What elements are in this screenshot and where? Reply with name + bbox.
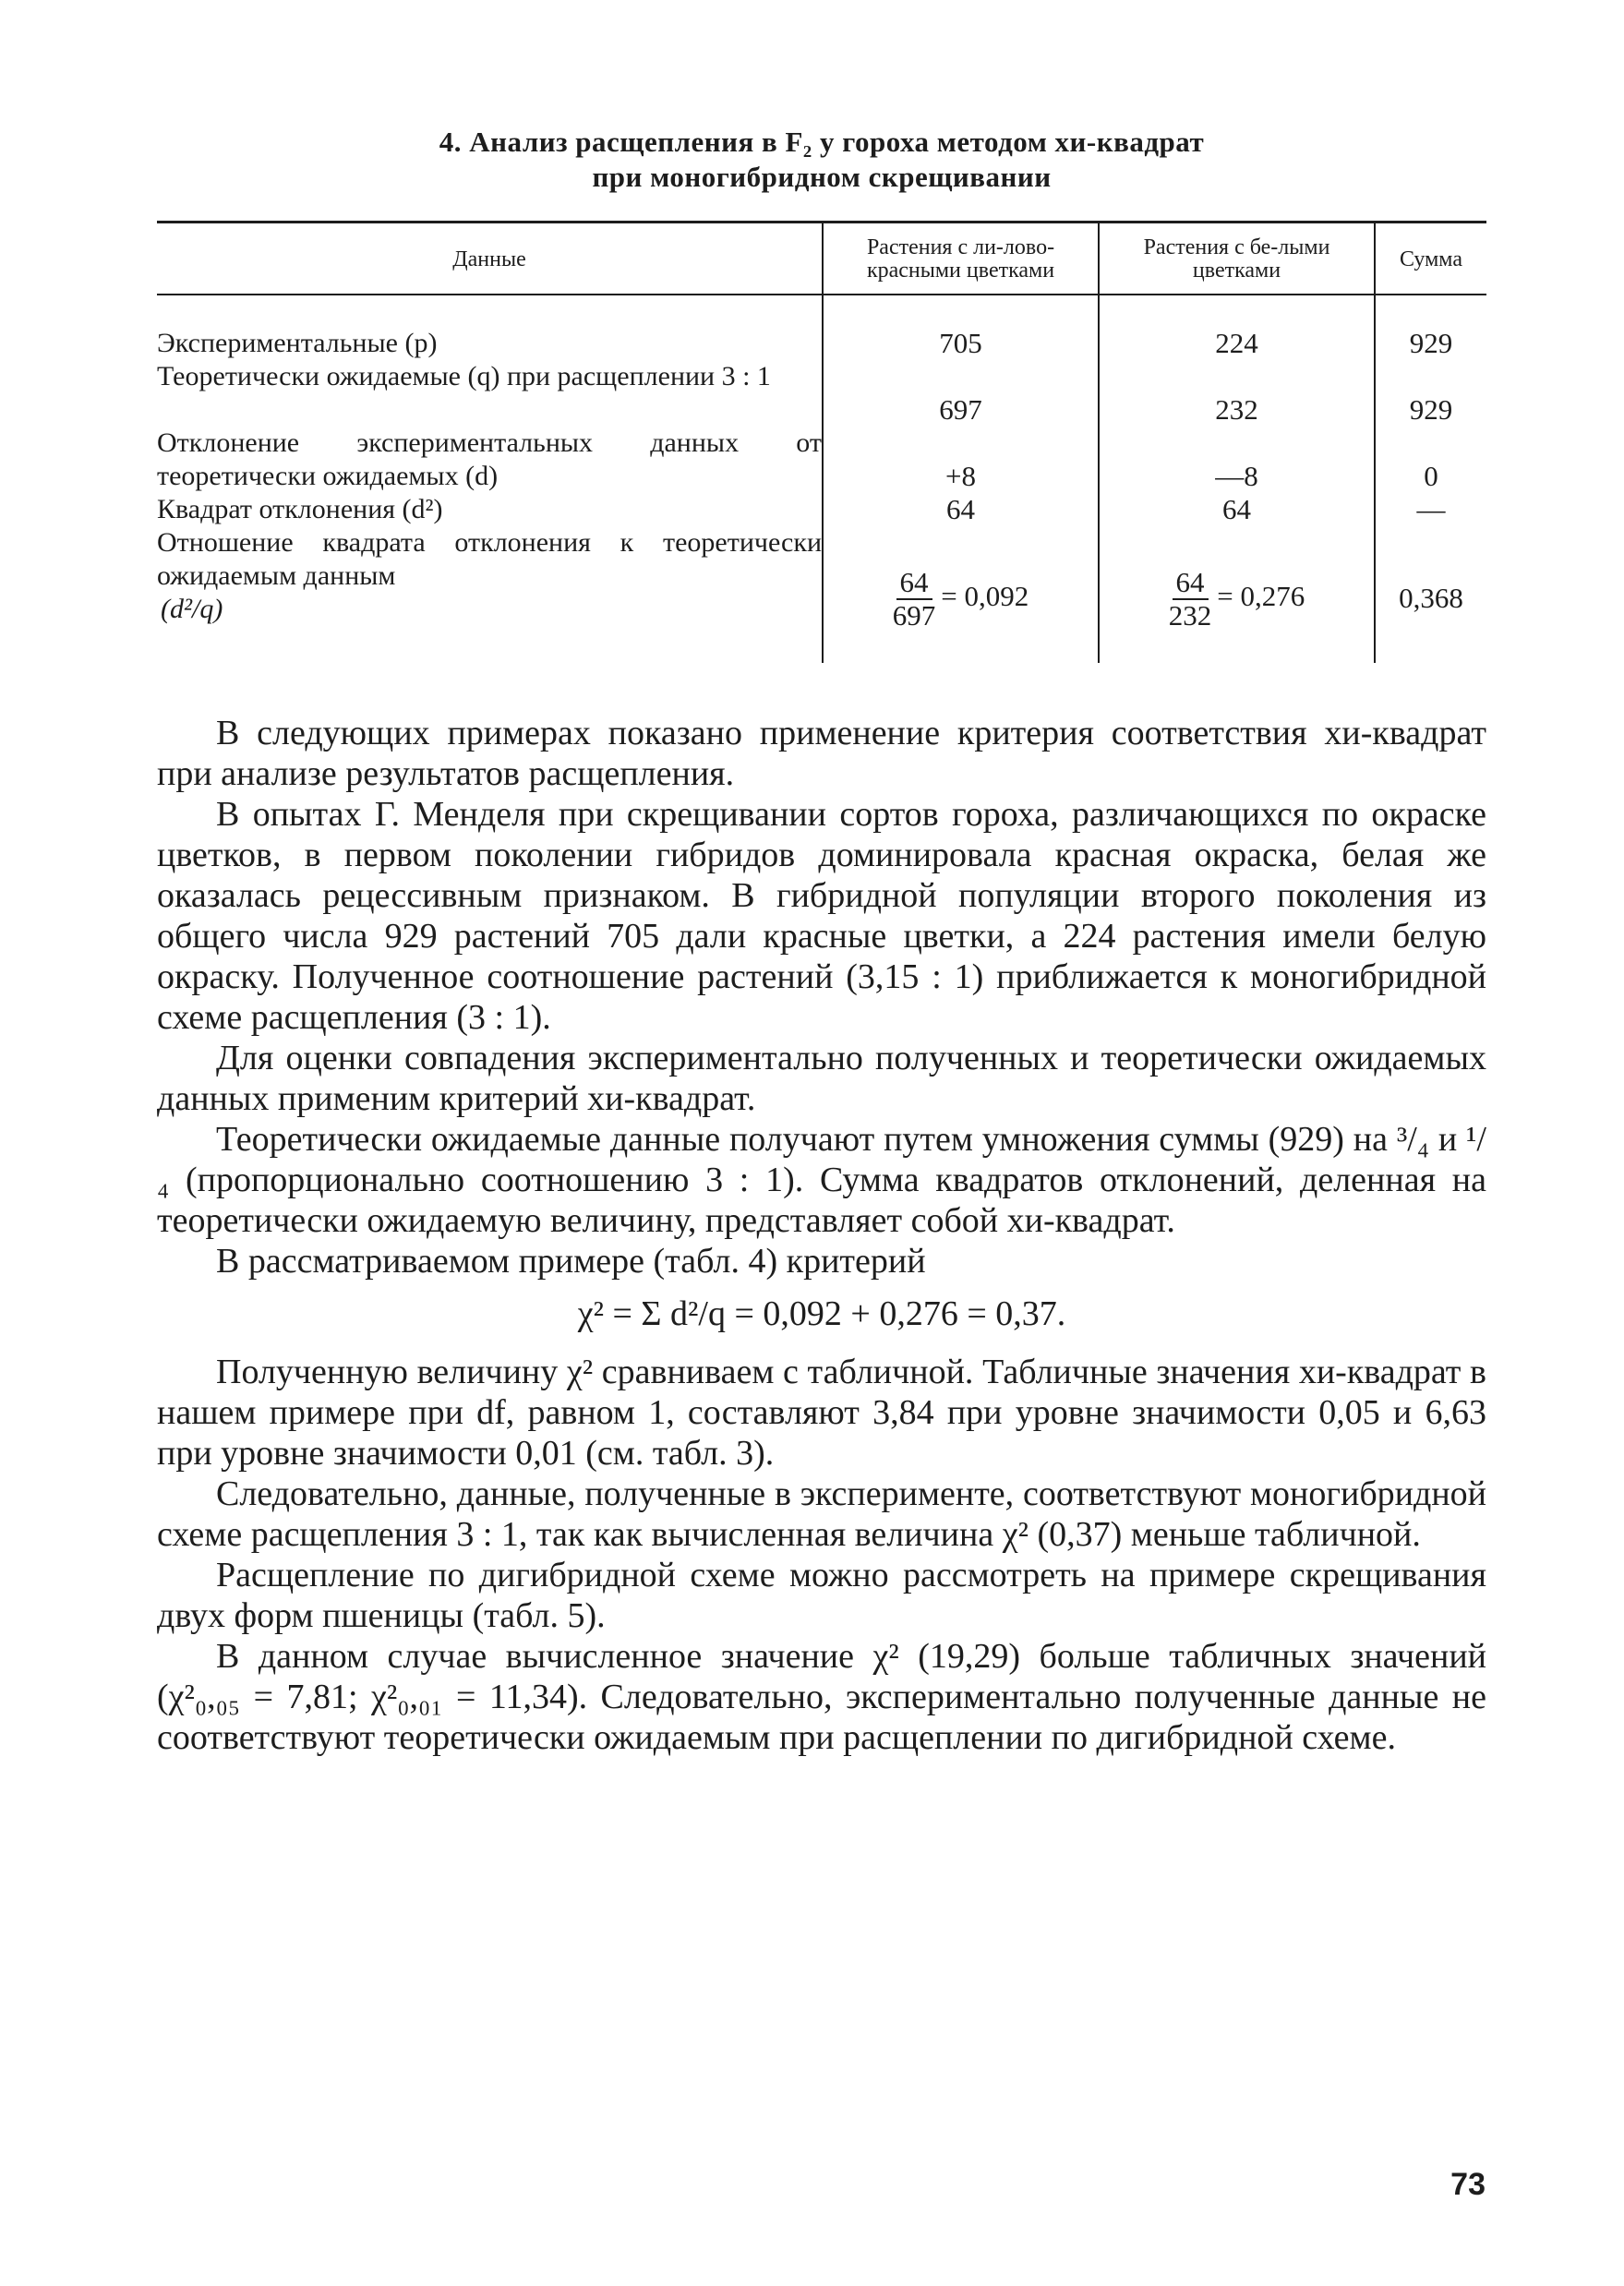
paragraph: Полученную величину χ² сравниваем с табличной. Табличные значения хи-квадрат в нашем примере при df, равном 1, составляют 3,84 при уровне значимости 0,05 и 6,63 при уровне значимости 0,01 (см. табл. 3). bbox=[157, 1353, 1486, 1473]
cell-b: 224 bbox=[1099, 295, 1375, 360]
header-white: Растения с бе-лыми цветками bbox=[1099, 223, 1375, 295]
paragraph: В данном случае вычисленное значение χ² (19,29) больше табличных значений (χ²₀,₀₅ = 7,81; χ²₀,₀₁ = 11,34). Следовательно, экспериментально полученные данные не соответствуют теоретически ожидаемым при расщеплении по дигибридной схеме. bbox=[157, 1637, 1486, 1757]
page bbox=[157, 125, 1486, 1758]
cell-b: 64 bbox=[1099, 493, 1375, 526]
cell-a: +8 bbox=[823, 427, 1099, 493]
denominator: 232 bbox=[1168, 599, 1212, 632]
fraction bbox=[893, 567, 936, 632]
paragraph: Теоретически ожидаемые данные получают путем умножения суммы (929) на ³/₄ и ¹/₄ (пропорционально соотношению 3 : 1). Сумма квадратов отклонений, деленная на теоретически ожидаемую величину, представляет собой хи-квадрат. bbox=[157, 1120, 1486, 1240]
page-number: 73 bbox=[1450, 2167, 1486, 2202]
header-data: Данные bbox=[157, 223, 823, 295]
table-row bbox=[157, 360, 1486, 427]
table-row bbox=[157, 493, 1486, 526]
body-text bbox=[157, 713, 1486, 1758]
paragraph: В рассматриваемом примере (табл. 4) критерий bbox=[216, 1242, 926, 1281]
cell-sum: — bbox=[1375, 493, 1486, 526]
cell-sum: 0 bbox=[1375, 427, 1486, 493]
cell-a: 64 bbox=[823, 493, 1099, 526]
header-sum: Сумма bbox=[1375, 223, 1486, 295]
table-row bbox=[157, 526, 1486, 663]
cell-a bbox=[823, 526, 1099, 663]
row-label: Отношение квадрата отклонения к теоретически ожидаемым данным (d²/q) bbox=[157, 527, 822, 624]
row-label: Экспериментальные (p) bbox=[157, 328, 438, 358]
caption-line-2: при моногибридном скрещивании bbox=[592, 161, 1052, 193]
result: = 0,276 bbox=[1217, 580, 1305, 613]
cell-a: 705 bbox=[823, 295, 1099, 360]
paragraph: В опытах Г. Менделя при скрещивании сортов гороха, различающихся по окраске цветков, в первом поколении гибридов доминировала красная окраска, белая же оказалась рецессивным признаком. В гибридной популяции второго поколения из общего числа 929 растений 705 дали красные цветки, а 224 растения имели белую окраску. Полученное соотношение растений (3,15 : 1) приближается к моногибридной схеме расщепления (3 : 1). bbox=[157, 795, 1486, 1037]
cell-sum: 929 bbox=[1375, 295, 1486, 360]
result: = 0,092 bbox=[941, 580, 1029, 613]
cell-a: 697 bbox=[823, 360, 1099, 427]
table-row bbox=[157, 295, 1486, 360]
chi-square-formula: χ² = Σ d²/q = 0,092 + 0,276 = 0,37. bbox=[577, 1294, 1066, 1333]
cell-b bbox=[1099, 526, 1375, 663]
cell-sum: 929 bbox=[1375, 360, 1486, 427]
table-caption bbox=[157, 125, 1486, 195]
cell-b: —8 bbox=[1099, 427, 1375, 493]
table-row bbox=[157, 427, 1486, 493]
row-label: Квадрат отклонения (d²) bbox=[157, 494, 443, 524]
row-label: Теоретически ожидаемые (q) при расщеплении 3 : 1 bbox=[157, 361, 771, 391]
paragraph: Расщепление по дигибридной схеме можно рассмотреть на примере скрещивания двух форм пшеницы (табл. 5). bbox=[157, 1556, 1486, 1635]
cell-sum: 0,368 bbox=[1375, 526, 1486, 663]
numerator: 64 bbox=[1173, 567, 1209, 600]
ratio-formula: (d²/q) bbox=[161, 594, 223, 624]
caption-line-1: 4. Анализ расщепления в F₂ у гороха методом хи-квадрат bbox=[439, 126, 1205, 158]
paragraph: Следовательно, данные, полученные в эксперименте, соответствуют моногибридной схеме расщепления 3 : 1, так как вычисленная величина χ² (0,37) меньше табличной. bbox=[157, 1474, 1486, 1554]
cell-b: 232 bbox=[1099, 360, 1375, 427]
paragraph: Для оценки совпадения экспериментально полученных и теоретически ожидаемых данных применим критерий хи-квадрат. bbox=[157, 1039, 1486, 1118]
row-label: Отклонение экспериментальных данных от теоретически ожидаемых (d) bbox=[157, 427, 822, 491]
header-purple-red: Растения с ли-лово-красными цветками bbox=[823, 223, 1099, 295]
results-table bbox=[157, 221, 1486, 663]
numerator: 64 bbox=[896, 567, 932, 600]
paragraph: В следующих примерах показано применение критерия соответствия хи-квадрат при анализе результатов расщепления. bbox=[157, 714, 1486, 793]
fraction bbox=[1169, 567, 1212, 632]
denominator: 697 bbox=[892, 599, 936, 632]
